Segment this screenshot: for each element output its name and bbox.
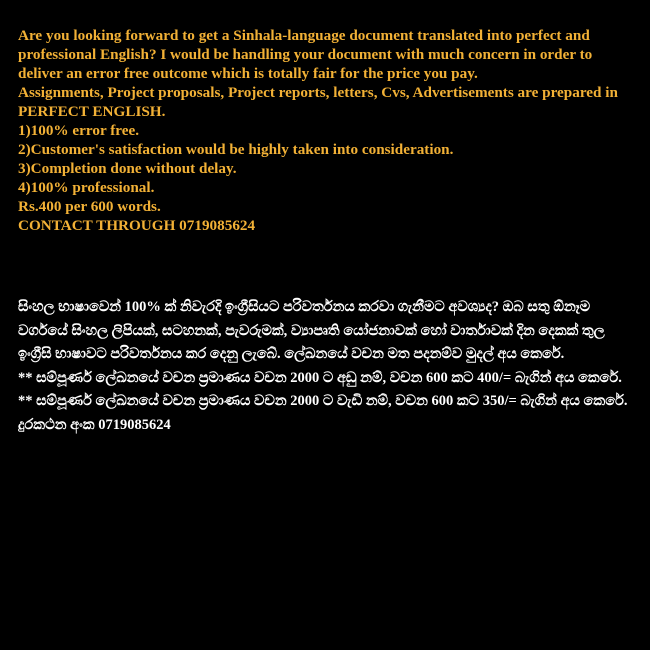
sinhala-rate-under-2000: ** සම්පූර්ණ ලේඛනයේ වචන ප්‍රමාණය වචන 2000 ට අඩු නම්, වචන 600 කට 400/= බැගින් අය කෙරේ. (18, 369, 622, 386)
english-point-3: 3)Completion done without delay. (18, 160, 237, 177)
english-point-4: 4)100% professional. (18, 179, 155, 196)
english-contact: CONTACT THROUGH 0719085624 (18, 217, 256, 234)
english-point-2: 2)Customer's satisfaction would be highly taken into consideration. (18, 141, 454, 158)
sinhala-rate-over-2000: ** සම්පූර්ණ ලේඛනයේ වචන ප්‍රමාණය වචන 2000 ට වැඩි නම්, වචන 600 කට 350/= බැගින් අය කෙරේ. (18, 393, 628, 409)
sinhala-intro: සිංහල භාෂාවෙන් 100% ක් නිවැරදි ඉංග්‍රීසියට පරිවර්තනය කරවා ගැනීමට අවශ්‍යද? ඔබ සතු ඕනෑම වර්ගයේ සිංහල ලිපියක්, සටහනක්, පැවරුමක්, ව්‍යාපෘති යෝජනාවක් හෝ වාර්තාවක් දින දෙකක් තුල ඉංග්‍රීසි භාෂාවට පරිවර්තනය කර දෙනු ලැබේ. ලේඛනයේ වචන මත පදනම්ව මුදල් අය කෙරේ. (18, 299, 605, 362)
english-price: Rs.400 per 600 words. (18, 198, 161, 215)
english-services: Assignments, Project proposals, Project reports, letters, Cvs, Advertisements are prepared in PERFECT ENGLISH. (18, 84, 618, 120)
english-section (18, 26, 640, 235)
sinhala-section (18, 296, 640, 437)
english-point-1: 1)100% error free. (18, 122, 140, 139)
sinhala-phone: දුරකථන අංක 0719085624 (18, 416, 171, 433)
english-intro: Are you looking forward to get a Sinhala-language document translated into perfect and professional English? I would be handling your document with much concern in order to deliver an error free outcome which is totally fair for the price you pay. (18, 27, 593, 82)
